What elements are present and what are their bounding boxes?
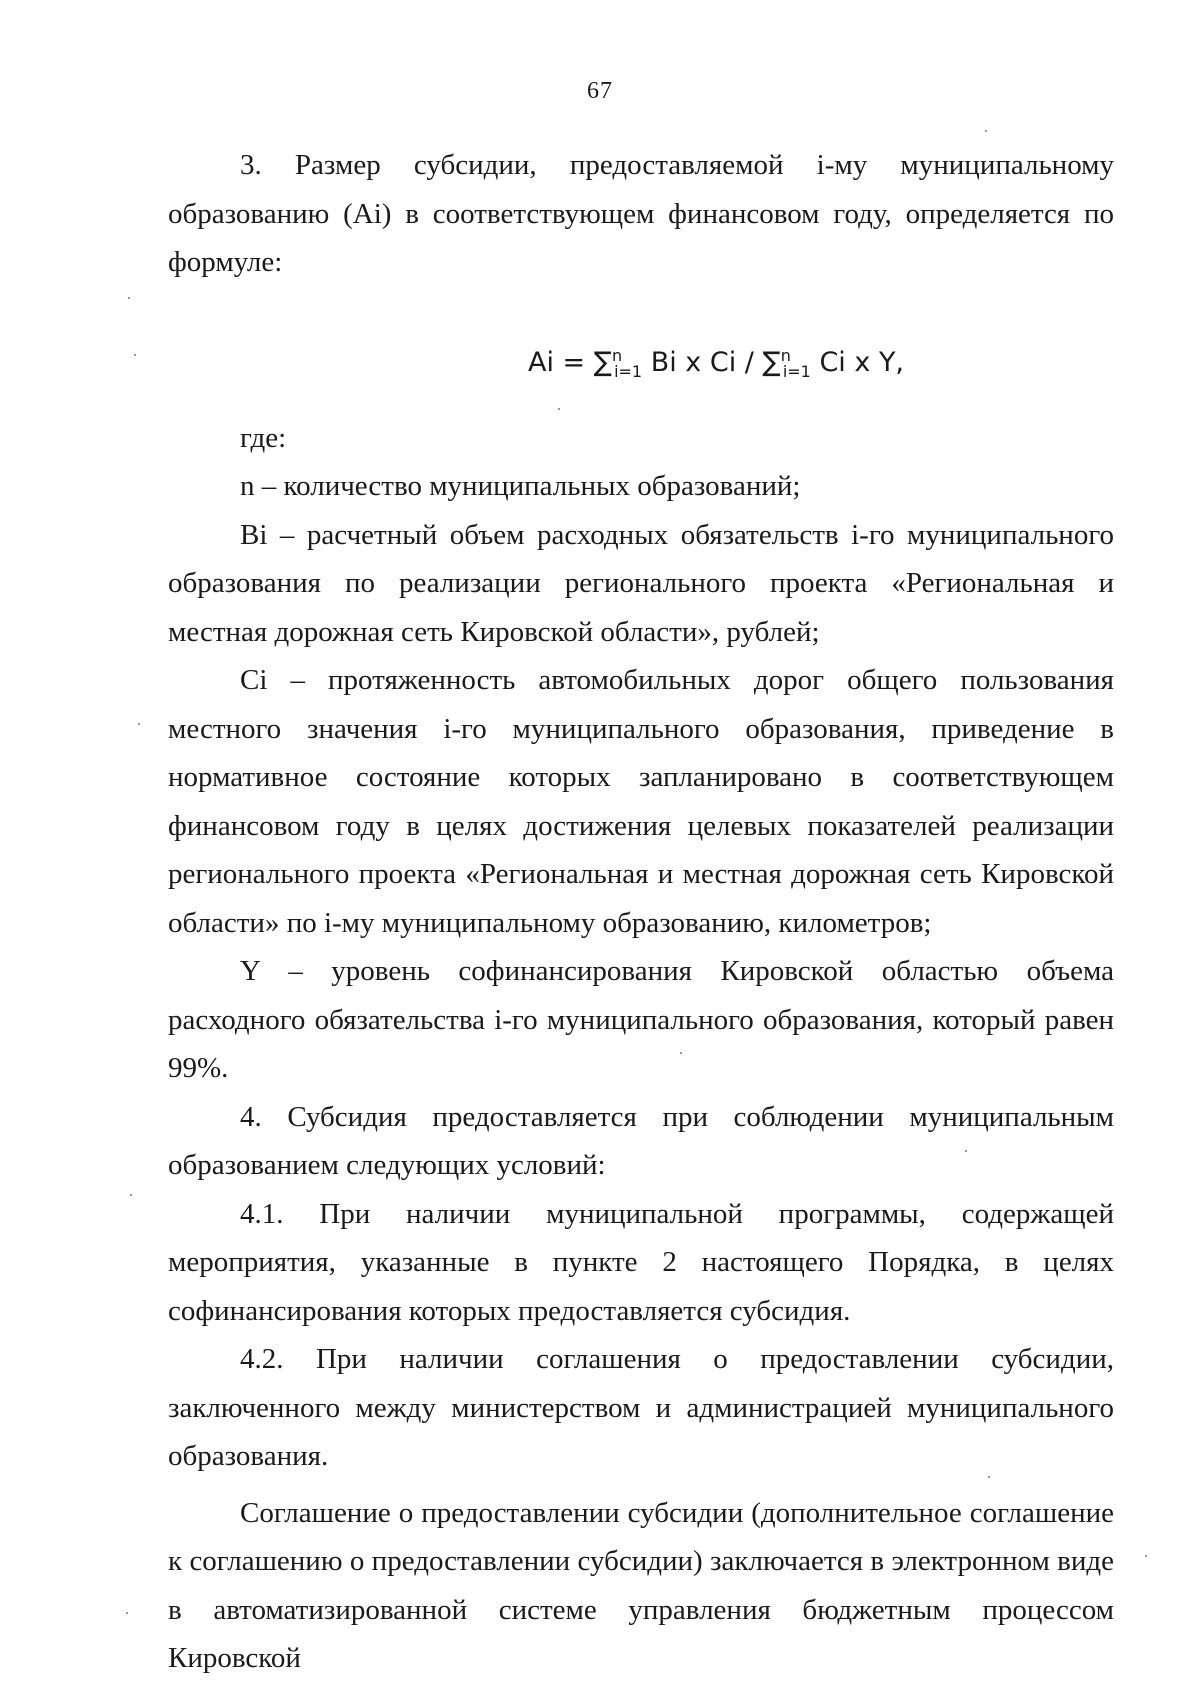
paragraph-4-2: 4.2. При наличии соглашения о предоставлении субсидии, заключенного между министерством и администрацией муниципального образования. [168, 1343, 1114, 1472]
scan-speck [1145, 1555, 1147, 1557]
scan-speck [128, 297, 130, 299]
scan-speck [985, 130, 987, 132]
scan-speck [558, 408, 560, 410]
sum-symbol: ∑ [593, 346, 612, 378]
scan-speck [130, 1194, 132, 1196]
formula [168, 332, 1114, 380]
formula-lhs: Ai = [527, 346, 594, 378]
paragraph-4: 4. Субсидия предоставляется при соблюдении муниципальным образованием следующих условий: [168, 1100, 1114, 1181]
definition-y: Y – уровень софинансирования Кировской областью объема расходного обязательства i-го муниципального образования, который равен 99%. [168, 955, 1114, 1084]
scan-speck [680, 1052, 682, 1054]
definition-n: n – количество муниципальных образований; [240, 470, 801, 502]
definition-bi: Bi – расчетный объем расходных обязательств i-го муниципального образования по реализации регионального проекта «Региональная и местная дорожная сеть Кировской области», рублей; [168, 518, 1114, 648]
formula-part-1: Bi x Ci / [642, 346, 763, 378]
definition-ci: Ci – протяженность автомобильных дорог общего пользования местного значения i-го муниципального образования, приведение в нормативное состояние которых запланировано в соответствующем финансовом году в целях достижения целевых показателей реализации регионального проекта «Региональная и местная дорожная сеть Кировской области» по i-му муниципальному образованию, километров; [168, 664, 1114, 939]
sum-upper-limit: n [780, 345, 791, 365]
paragraph-agreement: Соглашение о предоставлении субсидии (дополнительное соглашение к соглашению о предоставлении субсидии) заключается в электронном виде в автоматизированной системе управления бюджетным процессом Кировской [168, 1496, 1114, 1674]
scan-speck [126, 1612, 128, 1614]
scan-speck [965, 1150, 967, 1152]
page-number: 67 [587, 78, 613, 104]
sum-upper-limit: n [611, 345, 623, 365]
scan-speck [988, 1476, 990, 1478]
scan-speck [138, 723, 140, 725]
document-body [168, 141, 1114, 1683]
formula-part-2: Ci x Y, [810, 346, 905, 378]
scan-speck [134, 354, 136, 356]
where-label: где: [240, 421, 287, 454]
sum-lower-limit: i=1 [782, 361, 811, 381]
paragraph-4-1: 4.1. При наличии муниципальной программы, содержащей мероприятия, указанные в пункте 2 настоящего Порядка, в целях софинансирования которых предоставляется субсидия. [168, 1197, 1114, 1327]
paragraph-3: 3. Размер субсидии, предоставляемой i-му муниципальному образованию (Ai) в соответствующем финансовом году, определяется по формуле: [168, 149, 1114, 278]
sum-symbol: ∑ [762, 346, 781, 378]
sum-lower-limit: i=1 [614, 361, 643, 381]
